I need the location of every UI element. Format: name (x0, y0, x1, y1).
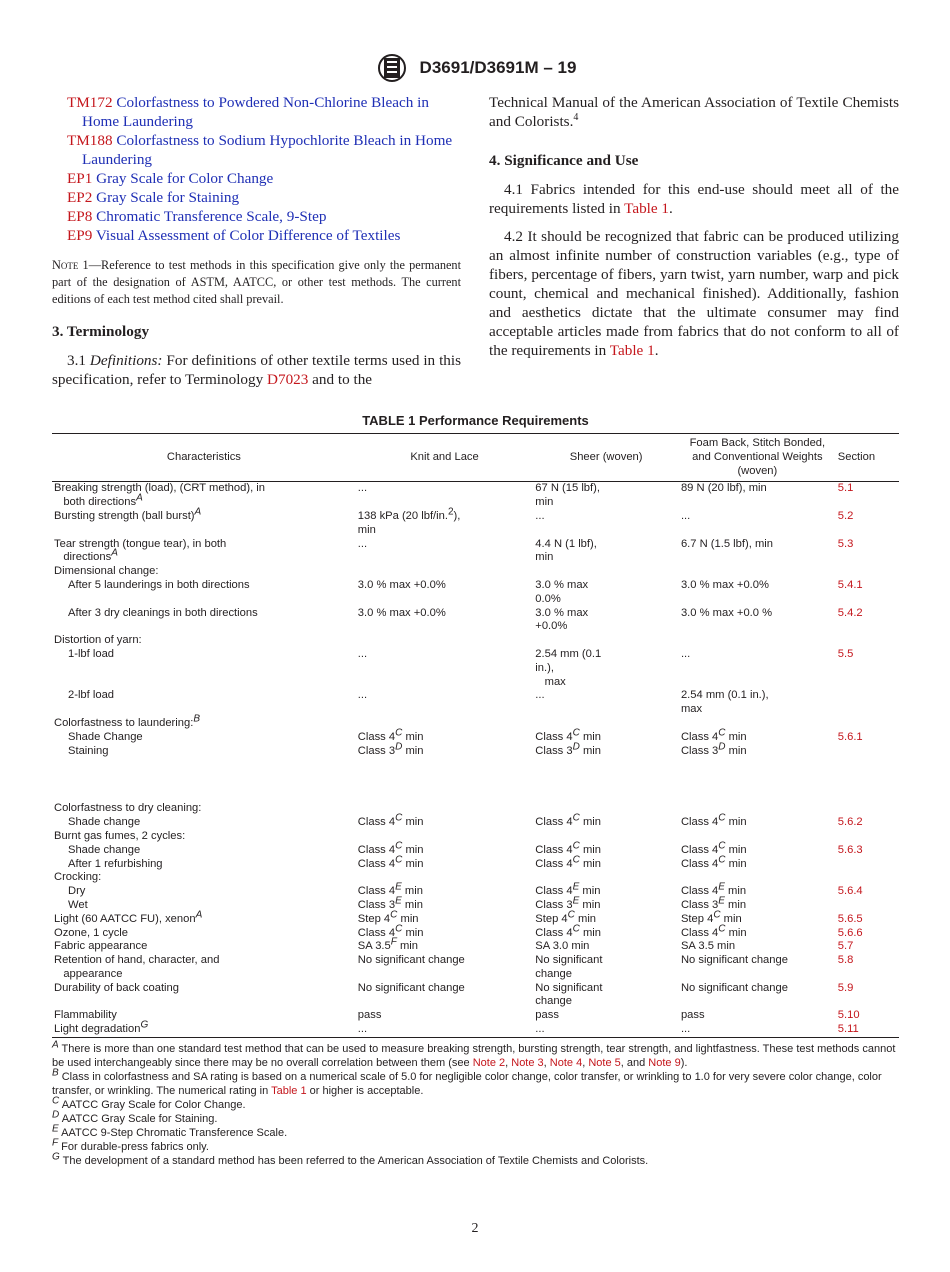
section-cell (836, 689, 899, 717)
table-row (52, 885, 899, 913)
standard-link[interactable]: D7023 (267, 371, 309, 388)
table-row (52, 982, 899, 1010)
knit-lace-cell: ... (357, 689, 368, 702)
section-cell[interactable]: 5.6.4 (837, 885, 863, 898)
column-header: Foam Back, Stitch Bonded, and Conventional Weights (woven) (679, 434, 836, 482)
knit-lace-cell: ... (356, 1023, 534, 1037)
right-column (489, 93, 899, 360)
document-code: D3691/D3691M – 19 (419, 58, 577, 77)
reference-list (52, 93, 461, 245)
foam-back-cell: 2.54 mm (0.1 in.), max (680, 689, 769, 716)
table-row (52, 954, 899, 982)
foam-back-cell: Class $4^E$ min Class $3^E$ min (680, 881, 747, 911)
sheer-cell (533, 634, 679, 648)
characteristic-cell: Bursting strength (ball burst)$^A$ (54, 506, 202, 522)
foam-back-cell: ... (680, 647, 691, 660)
knit-lace-cell: ... (357, 537, 368, 550)
section-cell (836, 634, 899, 648)
foam-back-cell: No significant change (680, 954, 788, 967)
knit-lace-cell (356, 802, 534, 816)
characteristic-cell: Retention of hand, character, and appearance (54, 954, 220, 980)
paragraph-text: . (669, 200, 673, 217)
table-link[interactable]: Table 1 (624, 200, 670, 217)
foam-back-cell: Class $4^C$ min (680, 812, 747, 829)
reference-id[interactable]: EP1 (67, 170, 93, 187)
section-cell[interactable]: 5.5 (837, 647, 854, 660)
sheer-cell: 2.54 mm (0.1 in.), max (535, 647, 602, 688)
characteristic-cell: 1-lbf load (68, 647, 115, 660)
paragraph-text: Technical Manual of the American Association of Textile Chemists and Colorists. (489, 94, 899, 130)
foam-back-cell: Step $4^C$ min (680, 908, 742, 925)
section-cell (836, 830, 899, 844)
footnote-e: $^E$ AATCC 9-Step Chromatic Transference Scale. (52, 1123, 288, 1139)
sheer-cell: Step $4^C$ min (535, 908, 597, 925)
sheer-cell: ... (533, 1023, 679, 1037)
knit-lace-cell: pass (357, 1009, 382, 1022)
table-link[interactable]: Table 1 (609, 342, 655, 359)
sheer-cell: 4.4 N (1 lbf), min (535, 537, 597, 564)
knit-lace-cell: Class $4^C$ min Class $3^D$ min (357, 727, 424, 757)
table-header-row (52, 434, 899, 482)
sheer-cell: Class $4^C$ min (535, 922, 601, 939)
footnote-d: $^D$ AATCC Gray Scale for Staining. (52, 1109, 218, 1125)
section-cell[interactable]: 5.8 (837, 954, 854, 967)
foam-back-cell: Class $4^C$ min (680, 922, 747, 939)
characteristic-cell: Breaking strength (load), (CRT method), in both directions$^A$ (54, 482, 265, 509)
knit-lace-cell: Class $4^C$ min (357, 812, 424, 829)
section-cell[interactable]: 5.4.2 (837, 606, 863, 619)
table-row (52, 830, 899, 844)
sheer-cell: No significant change (535, 954, 603, 980)
reference-id[interactable]: EP2 (67, 189, 93, 206)
column-header: Section (836, 434, 899, 482)
paragraph-text: 4.1 Fabrics intended for this end-use should meet all of the requirements listed in (489, 181, 899, 217)
sheer-cell: ... (535, 509, 545, 522)
knit-lace-cell: ... (357, 647, 368, 660)
page-number: 2 (471, 1221, 479, 1236)
table-row (52, 913, 899, 927)
footnote-a: $^A$ There is more than one standard test method that can be used to measure breaking strength, bursting strength, tear strength, and lightfastness. These test methods cannot be used interchangeably since there may be no overall correlation between them (see Note 2, Note 3, Note 4, Note 5, and Note 9). (52, 1039, 896, 1069)
section-cell[interactable]: 5.6.1 (837, 730, 863, 743)
reference-id[interactable]: TM188 (67, 132, 113, 149)
characteristic-cell: Shade Change Staining (68, 730, 143, 757)
foam-back-cell: Class $4^C$ min Class $4^C$ min (680, 839, 747, 870)
note-link[interactable]: Note 5 (588, 1056, 621, 1069)
table-row (52, 634, 899, 648)
characteristic-cell: Distortion of yarn: (54, 634, 142, 647)
characteristic-cell: Dimensional change: (54, 565, 159, 578)
section-cell (836, 717, 899, 731)
reference-id[interactable]: EP8 (67, 208, 93, 225)
characteristic-cell: After 3 dry cleanings in both directions (68, 606, 258, 619)
sheer-cell (533, 802, 679, 816)
characteristic-cell: After 5 launderings in both directions (68, 578, 250, 591)
reference-title[interactable]: Gray Scale for Staining (96, 189, 240, 206)
table-row (52, 607, 899, 635)
reference-title[interactable]: Gray Scale for Color Change (96, 170, 274, 187)
characteristic-cell: Ozone, 1 cycle (54, 926, 128, 939)
characteristic-cell: Light (60 AATCC FU), xenon$^A$ (54, 908, 203, 925)
section-cell[interactable]: 5.7 (837, 940, 854, 953)
foam-back-cell: ... (679, 1023, 836, 1037)
paragraph-text: . (654, 342, 659, 359)
section-cell (836, 802, 899, 816)
table-row (52, 579, 899, 607)
paragraph-text: 4.2 It should be recognized that fabric can be produced utilizing an almost infinite number of construction variables (e.g., type of fibers, percentage of fibers, yarn twist, yarn number, warp and pick count, chemical and mechanical finished). Additionally, fashion and aesthetics dictate that the ultimate consumer may find acceptable articles made from fabrics that do not conform to all of the requirements in (489, 228, 899, 359)
knit-lace-cell: Class $4^C$ min (357, 922, 424, 939)
table-row (52, 871, 899, 885)
note-1 (52, 257, 461, 308)
knit-lace-cell: Class $4^E$ min Class $3^E$ min (357, 881, 423, 911)
knit-lace-cell: Class $4^C$ min Class $4^C$ min (357, 839, 424, 870)
characteristic-cell: Light degradation$^G$ (52, 1023, 356, 1037)
table-row (52, 940, 899, 954)
foam-back-cell (679, 802, 836, 816)
column-header: Characteristics (52, 434, 356, 482)
section-cell[interactable]: 5.4.1 (837, 578, 863, 591)
sheer-cell: Class $4^C$ min (535, 812, 601, 829)
table-1 (52, 413, 899, 1168)
reference-item (52, 93, 461, 131)
reference-item (52, 131, 461, 169)
knit-lace-cell (356, 634, 534, 648)
table-row (52, 816, 899, 830)
table-link[interactable]: Table 1 (271, 1084, 307, 1097)
sheer-cell: pass (535, 1009, 559, 1022)
characteristic-cell: Burnt gas fumes, 2 cycles: (54, 829, 186, 842)
knit-lace-cell: Step $4^C$ min (357, 908, 419, 925)
table-row (52, 1009, 899, 1023)
section-cell[interactable]: 5.6.6 (837, 926, 863, 939)
reference-title[interactable]: Colorfastness to Sodium Hypochlorite Bleach in Home Laundering (82, 132, 453, 168)
footnote-c: $^C$ AATCC Gray Scale for Color Change. (52, 1095, 246, 1111)
sheer-cell: No significant change (535, 981, 603, 1008)
note-text: —Reference to test methods in this specification give only the permanent part of the designation of ASTM, AATCC, or other test methods. The current editions of each test method cited shall prevail. (52, 258, 461, 306)
astm-logo-icon (374, 52, 410, 84)
section-cell[interactable]: 5.6.3 (837, 843, 863, 856)
foam-back-cell (679, 634, 836, 648)
section-cell[interactable]: 5.3 (837, 537, 854, 550)
foam-back-cell: 6.7 N (1.5 lbf), min (680, 537, 773, 550)
sheer-cell (533, 717, 679, 731)
characteristic-cell: Colorfastness to dry cleaning: (54, 802, 202, 815)
knit-lace-cell: No significant change (357, 954, 465, 967)
section-cell[interactable]: 5.9 (837, 981, 854, 994)
section-cell[interactable]: 5.2 (837, 509, 854, 522)
table-body (52, 482, 899, 1037)
characteristic-cell: Fabric appearance (54, 940, 148, 953)
section-cell (836, 565, 899, 579)
reference-id[interactable]: TM172 (67, 94, 113, 111)
note-link[interactable]: Note 9 (648, 1056, 681, 1069)
foam-back-cell (679, 565, 836, 579)
reference-item (52, 169, 461, 188)
knit-lace-cell: 3.0 % max +0.0% (357, 606, 446, 619)
table-row (52, 538, 899, 566)
foam-back-cell: 3.0 % max +0.0% (680, 578, 769, 591)
foam-back-cell: 3.0 % max +0.0 % (680, 606, 773, 619)
table-row (52, 844, 899, 872)
performance-requirements-table (52, 433, 899, 1038)
table-row (52, 717, 899, 731)
section-4-heading: 4. Significance and Use (489, 152, 639, 169)
foam-back-cell: No significant change (680, 981, 788, 994)
paragraph-text: For definitions of other textile terms used in this specification, refer to Terminology (52, 352, 462, 388)
sheer-cell: SA 3.0 min (535, 940, 590, 953)
section-3-heading: 3. Terminology (52, 323, 150, 340)
characteristic-cell: Durability of back coating (54, 981, 179, 994)
paragraph-4-2 (489, 227, 899, 360)
table-row (52, 565, 899, 579)
characteristic-cell: Shade change After 1 refurbishing (68, 843, 163, 870)
characteristic-cell: Shade change (68, 816, 141, 829)
paragraph-number: 3.1 (67, 352, 86, 369)
table-row (52, 510, 899, 538)
foam-back-cell (679, 871, 836, 885)
table-row (52, 927, 899, 941)
note-link[interactable]: Note 4 (549, 1056, 583, 1069)
column-header: Knit and Lace (356, 434, 534, 482)
footnote-ref: 4 (573, 111, 579, 123)
reference-item (52, 188, 461, 207)
foam-back-cell (679, 830, 836, 844)
section-cell[interactable]: 5.11 (836, 1023, 899, 1037)
foam-back-cell: SA 3.5 min (680, 940, 736, 953)
characteristic-cell: Tear strength (tongue tear), in both directions$^A$ (54, 537, 227, 564)
footnote-f: $^F$ For durable-press fabrics only. (52, 1137, 209, 1153)
paragraph-4-1 (489, 180, 899, 218)
section-cell[interactable]: 5.10 (837, 1009, 860, 1022)
foam-back-cell: 89 N (20 lbf), min (680, 482, 767, 495)
characteristic-cell: Flammability (54, 1009, 117, 1022)
footnote-b: $^B$ Class in colorfastness and SA rating is based on a numerical scale of 5.0 for negligible color change, color transfer, or wrinkling to 1.0 for very severe color change, color transfer, or wrinkling. The numerical rating in Table 1 or higher is acceptable. (52, 1067, 882, 1097)
reference-title[interactable]: Chromatic Transference Scale, 9-Step (96, 208, 327, 225)
table-row (52, 1023, 899, 1037)
characteristic-cell: 2-lbf load (68, 689, 115, 702)
reference-title[interactable]: Colorfastness to Powdered Non-Chlorine Bleach in Home Laundering (82, 94, 429, 130)
sheer-cell: ... (535, 689, 545, 702)
knit-lace-cell (356, 830, 534, 844)
paragraph-3-1 (52, 351, 461, 389)
sheer-cell: Class $4^C$ min Class $4^C$ min (535, 839, 601, 870)
sheer-cell: 3.0 % max +0.0% (535, 606, 589, 633)
sheer-cell: Class $4^E$ min Class $3^E$ min (535, 881, 601, 911)
table-row (52, 482, 899, 510)
foam-back-cell (679, 717, 836, 731)
knit-lace-cell (356, 717, 534, 731)
reference-id[interactable]: EP9 (67, 227, 93, 244)
foam-back-cell: ... (680, 509, 691, 522)
knit-lace-cell: 3.0 % max +0.0% (357, 578, 446, 591)
knit-lace-cell: SA $3.5^F$ min (357, 936, 419, 953)
table-footnotes (52, 1039, 899, 1168)
section-cell[interactable]: 5.6.2 (837, 816, 863, 829)
section-cell[interactable]: 5.1 (837, 482, 854, 495)
table-row (52, 689, 899, 717)
table-row (52, 648, 899, 689)
sheer-cell (533, 871, 679, 885)
sheer-cell: 67 N (15 lbf), min (535, 482, 600, 509)
note-link[interactable]: Note 2 (472, 1056, 506, 1069)
sheer-cell (533, 565, 679, 579)
sheer-cell: 3.0 % max 0.0% (535, 578, 589, 605)
column-header: Sheer (woven) (533, 434, 679, 482)
note-link[interactable]: Note 3 (511, 1056, 544, 1069)
knit-lace-cell: 138 kPa (20 lbf/in.$^2$), min (357, 506, 461, 536)
section-cell (836, 871, 899, 885)
characteristic-cell: Dry Wet (68, 885, 88, 911)
paragraph-text: and to the (312, 371, 373, 388)
table-row (52, 802, 899, 816)
knit-lace-cell: ... (357, 482, 368, 495)
footnote-g: $^G$ The development of a standard method has been referred to the American Association of Textile Chemists and Colorists. (52, 1151, 649, 1167)
term-label: Definitions: (89, 352, 163, 369)
reference-title[interactable]: Visual Assessment of Color Difference of Textiles (95, 227, 401, 244)
table-title: TABLE 1 Performance Requirements (362, 413, 589, 428)
foam-back-cell: Class $4^C$ min Class $3^D$ min (680, 727, 747, 757)
note-label: Note 1 (52, 258, 89, 272)
section-cell[interactable]: 5.6.5 (837, 912, 863, 925)
sheer-cell (533, 830, 679, 844)
reference-item (52, 207, 461, 226)
characteristic-cell: Colorfastness to laundering:$^B$ (54, 713, 200, 729)
paragraph-3-1-continued (489, 93, 899, 131)
table-row (52, 731, 899, 803)
knit-lace-cell (356, 565, 534, 579)
reference-item (52, 226, 461, 245)
foam-back-cell: pass (680, 1009, 705, 1022)
page-header (0, 52, 950, 84)
left-column (52, 93, 461, 389)
knit-lace-cell (356, 871, 534, 885)
sheer-cell: Class $4^C$ min Class $3^D$ min (535, 727, 601, 757)
knit-lace-cell: No significant change (357, 981, 465, 994)
characteristic-cell: Crocking: (54, 871, 102, 884)
